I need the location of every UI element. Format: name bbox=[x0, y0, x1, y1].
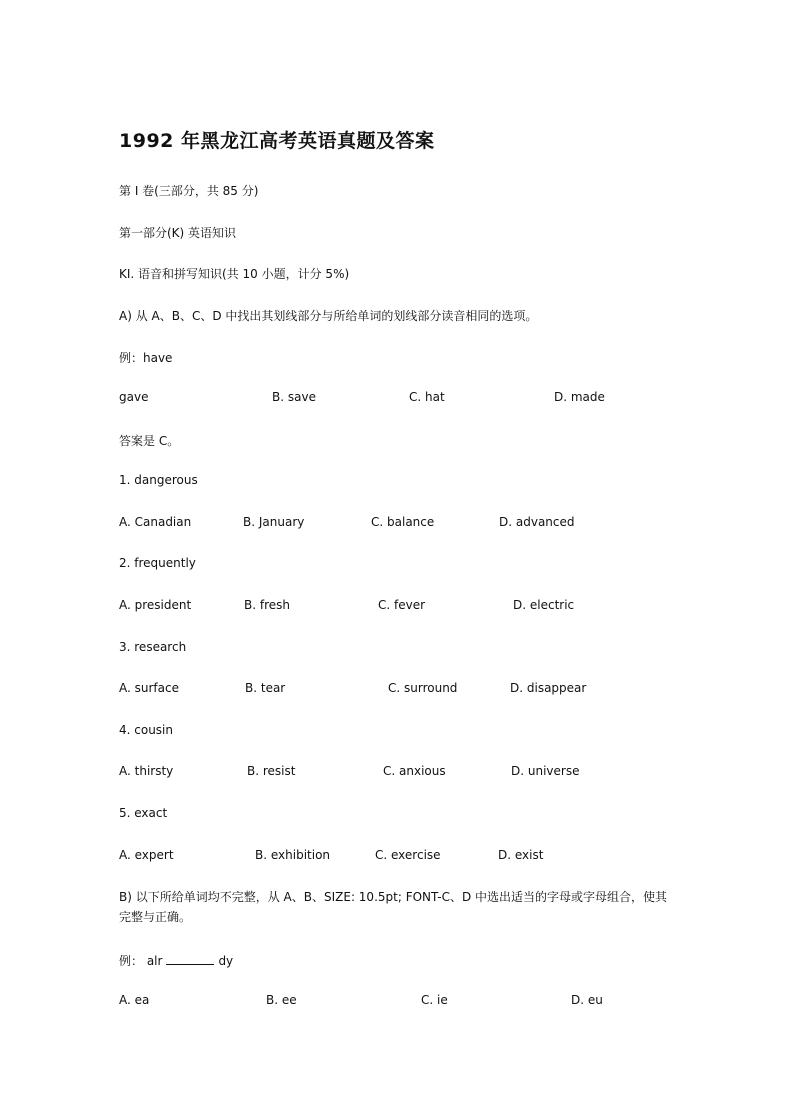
example-option: gave bbox=[119, 390, 149, 404]
example-b-option: A. ea bbox=[119, 993, 150, 1007]
question-option: D. electric bbox=[513, 598, 575, 612]
document-title: 1992 年黑龙江高考英语真题及答案 bbox=[119, 130, 435, 152]
question-option: A. president bbox=[119, 598, 192, 612]
example-b-suffix: dy bbox=[218, 954, 234, 968]
fill-blank bbox=[166, 954, 214, 965]
question-option: A. thirsty bbox=[119, 764, 174, 778]
question-option: B. fresh bbox=[244, 598, 290, 612]
question-option: C. balance bbox=[371, 515, 435, 529]
question-option: A. surface bbox=[119, 681, 179, 695]
volume-heading: 第 I 卷(三部分，共 85 分) bbox=[119, 184, 259, 198]
question-stem: 1. dangerous bbox=[119, 473, 198, 487]
section-a-instruction: A) 从 A、B、C、D 中找出其划线部分与所给单词的划线部分读音相同的选项。 bbox=[119, 309, 538, 323]
question-stem: 2. frequently bbox=[119, 556, 196, 570]
example-option: D. made bbox=[554, 390, 605, 404]
question-option: A. Canadian bbox=[119, 515, 192, 529]
question-option: D. universe bbox=[511, 764, 580, 778]
part-heading: 第一部分(K) 英语知识 bbox=[119, 226, 237, 240]
example-label: 例：have bbox=[119, 351, 173, 365]
question-option: A. expert bbox=[119, 848, 174, 862]
question-option: C. anxious bbox=[383, 764, 446, 778]
section-b-instruction: B) 以下所给单词均不完整，从 A、B、SIZE: 10.5pt; FONT-C、D 中选出适当的字母或字母组合，使其完整与正确。 bbox=[119, 890, 668, 924]
example-answer: 答案是 C。 bbox=[119, 434, 180, 448]
question-stem: 5. exact bbox=[119, 806, 168, 820]
example-b-option: C. ie bbox=[421, 993, 448, 1007]
example-b-option: D. eu bbox=[571, 993, 603, 1007]
example-option: B. save bbox=[272, 390, 316, 404]
example-option: C. hat bbox=[409, 390, 445, 404]
question-option: B. tear bbox=[245, 681, 286, 695]
question-option: B. exhibition bbox=[255, 848, 331, 862]
question-option: D. exist bbox=[498, 848, 544, 862]
question-option: B. January bbox=[243, 515, 305, 529]
question-option: B. resist bbox=[247, 764, 296, 778]
question-option: C. surround bbox=[388, 681, 458, 695]
question-option: C. fever bbox=[378, 598, 426, 612]
example-b-line bbox=[119, 952, 233, 969]
question-option: D. disappear bbox=[510, 681, 587, 695]
section-heading: KI. 语音和拼写知识(共 10 小题，计分 5%) bbox=[119, 267, 350, 281]
question-option: D. advanced bbox=[499, 515, 575, 529]
question-stem: 3. research bbox=[119, 640, 187, 654]
question-option: C. exercise bbox=[375, 848, 441, 862]
question-stem: 4. cousin bbox=[119, 723, 173, 737]
example-b-option: B. ee bbox=[266, 993, 297, 1007]
example-b-prefix: 例： alr bbox=[119, 954, 163, 968]
